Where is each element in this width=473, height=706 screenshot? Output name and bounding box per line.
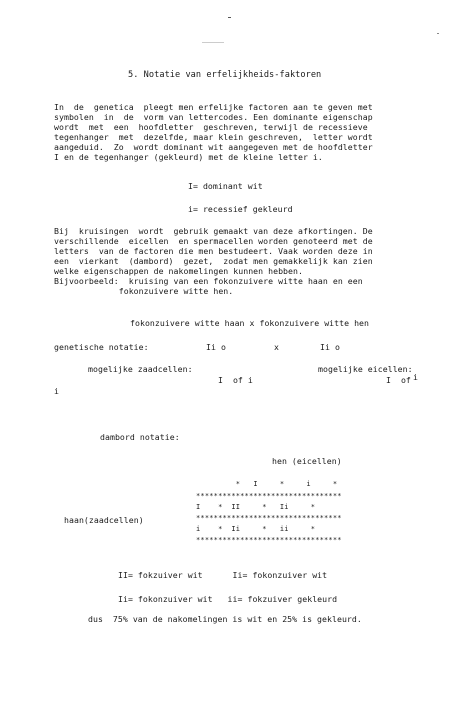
paragraph-line: wordt met een hoofdletter geschreven, terwijl de recessieve [54,122,368,132]
paragraph-line: letters van de factoren die men bestudeert. Vaak worden deze in [54,246,373,256]
egg-cells-values: I of [386,375,411,385]
paragraph-line: Bij kruisingen wordt gebruik gemaakt van deze afkortingen. De [54,226,373,236]
hen-header: hen (eicellen) [272,456,342,466]
sperm-cells-label: mogelijke zaadcellen: [88,364,193,374]
paragraph-line: welke eigenschappen de nakomelingen kunnen hebben. [54,266,303,276]
grid-separator: ********************************* [196,492,342,500]
paragraph-line: I en de tegenhanger (gekleurd) met de kleine letter i. [54,152,323,162]
paragraph-line: verschillende eicellen en spermacellen worden genoteerd met de [54,236,373,246]
grid-separator: ********************************* [196,536,342,544]
paragraph-line: fokonzuivere witte hen. [54,286,234,296]
haan-label: haan(zaadcellen) [64,515,144,525]
sperm-cells-values: I of i [218,375,253,385]
conclusion: dus 75% van de nakomelingen is wit en 25% is gekleurd. [88,614,362,624]
scan-speck [228,17,231,18]
grid-row-i: i * Ii * ii * [196,525,316,533]
egg-cells-label: mogelijke eicellen: [318,364,413,374]
egg-cells-wrapped-i: i [54,386,59,396]
dambord-label: dambord notatie: [100,432,180,442]
genotype-right: Ii o [320,342,340,352]
genetic-notation-label: genetische notatie: [54,342,149,352]
paragraph-line: tegenhanger met dezelfde, maar klein geschreven, letter wordt [54,132,373,142]
scan-speck [202,42,224,43]
scan-speck [437,33,439,34]
genotype-left: Ii o [206,342,226,352]
section-title: 5. Notatie van erfelijkheids-faktoren [128,70,322,80]
grid-header-row: * I * i * [196,480,338,488]
paragraph-line: symbolen in de vorm van lettercodes. Een dominante eigenschap [54,112,373,122]
grid-row-I: I * II * Ii * [196,503,316,511]
definition-dominant: I= dominant wit [188,181,263,191]
paragraph-line: In de genetica pleegt men erfelijke factoren aan te geven met [54,102,373,112]
result-line: Ii= fokonzuiver wit ii= fokzuiver gekleurd [118,594,338,604]
result-line: II= fokzuiver wit Ii= fokonzuiver wit [118,570,328,580]
paragraph-line: aangeduid. Zo wordt dominant wit aangegeven met de hoofdletter [54,142,373,152]
definition-recessive: i= recessief gekleurd [188,204,293,214]
grid-separator: ********************************* [196,514,342,522]
egg-cells-last-i: i [413,372,418,382]
cross-symbol: x [274,342,279,352]
paragraph-line: een vierkant (dambord) gezet, zodat men gemakkelijk kan zien [54,256,373,266]
paragraph-line: Bijvoorbeeld: kruising van een fokonzuivere witte haan en een [54,276,363,286]
cross-description: fokonzuivere witte haan x fokonzuivere witte hen [130,318,370,328]
